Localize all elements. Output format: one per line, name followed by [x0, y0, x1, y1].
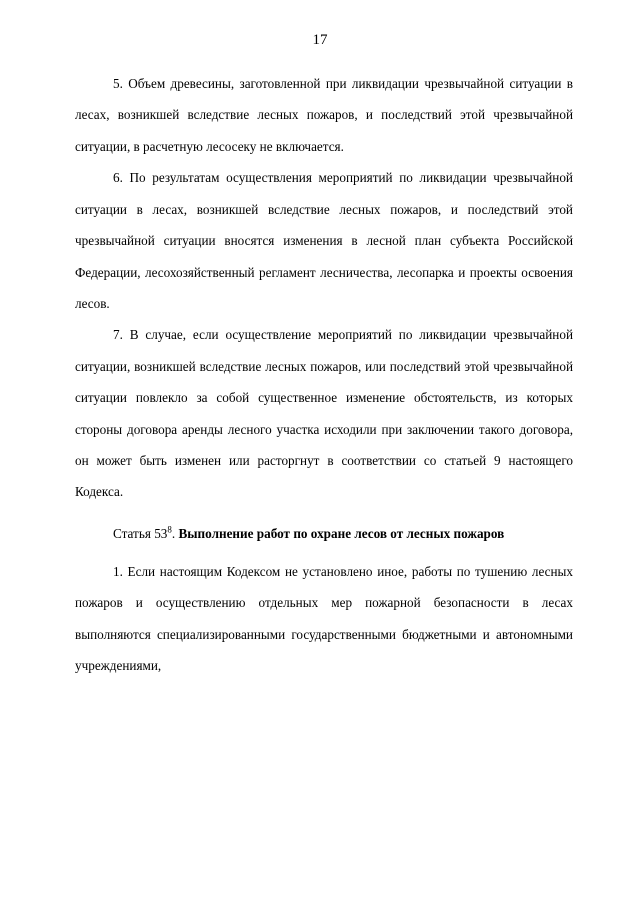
page-number: 17: [312, 32, 328, 48]
article-title: Выполнение работ по охране лесов от лесных пожаров: [178, 525, 505, 541]
paragraph-5: 5. Объем древесины, заготовленной при ликвидации чрезвычайной ситуации в лесах, возникшей вследствие лесных пожаров, и последствий этой чрезвычайной ситуации, в расчетную лесосеку не включается.: [75, 76, 573, 154]
article-punct: .: [171, 525, 176, 541]
paragraph-7: 7. В случае, если осуществление мероприятий по ликвидации чрезвычайной ситуации, возникшей вследствие лесных пожаров, или последствий этой чрезвычайной ситуации повлекло за собой существенное изменение обстоятельств, из которых стороны договора аренды лесного участка исходили при заключении такого договора, он может быть изменен или расторгнут в соответствии со статьей 9 настоящего Кодекса.: [75, 327, 573, 500]
paragraph-6: 6. По результатам осуществления мероприятий по ликвидации чрезвычайной ситуации в лесах, возникшей вследствие лесных пожаров, и последствий этой чрезвычайной ситуации вносятся изменения в лесной план субъекта Российской Федерации, лесохозяйственный регламент лесничества, лесопарка и проекты освоения лесов.: [75, 170, 573, 311]
article-heading: [75, 522, 573, 546]
document-body: [75, 68, 573, 682]
article-label: Статья 53: [113, 525, 168, 541]
heading-spacer: [75, 546, 573, 556]
paragraph-1-after-heading: 1. Если настоящим Кодексом не установлено иное, работы по тушению лесных пожаров и осуществлению отдельных мер пожарной безопасности в лесах выполняются специализированными государственными бюджетными и автономными учреждениями,: [75, 563, 573, 674]
article-superscript: 8: [167, 524, 172, 535]
